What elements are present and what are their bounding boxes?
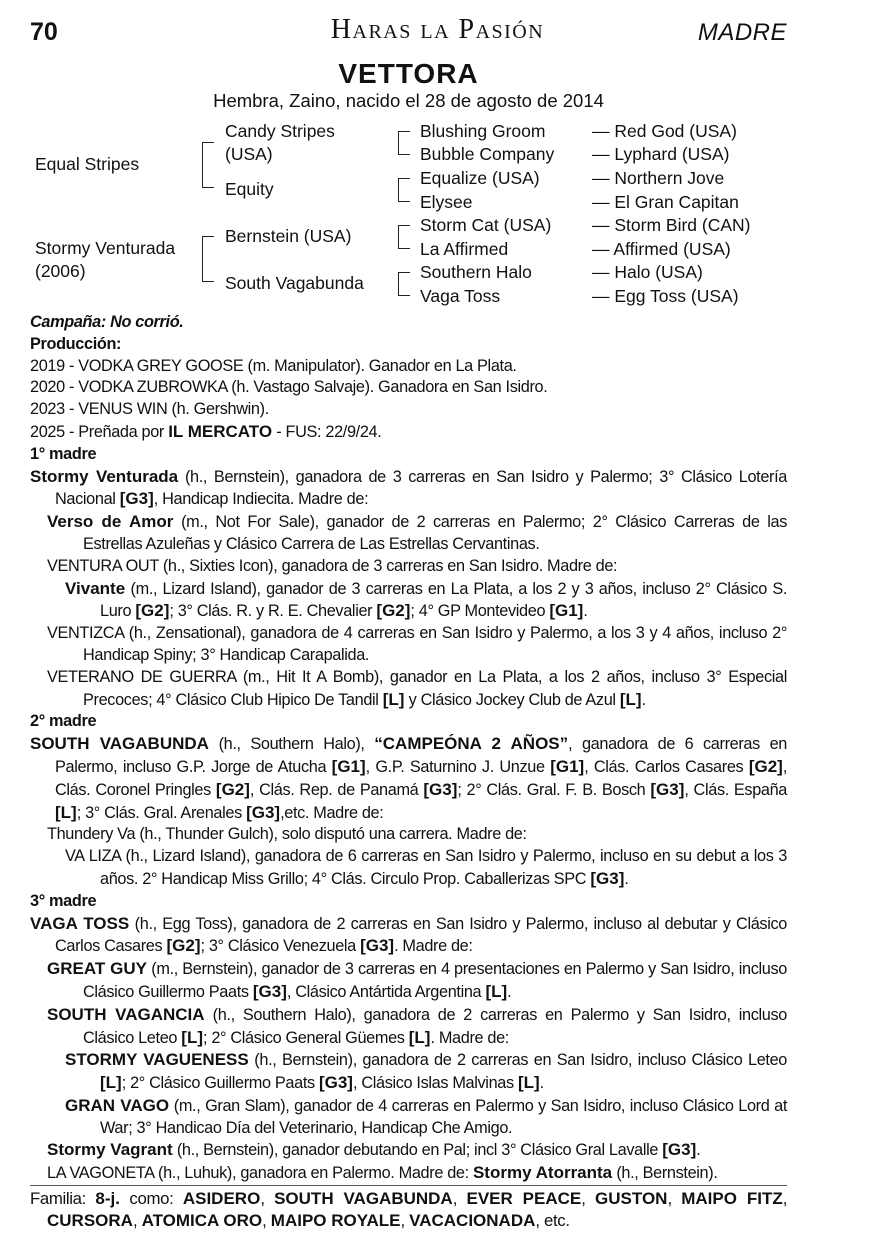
pedigree-gen4-2: — Lyphard (USA) [592,144,730,164]
pedigree-gen3-5: Storm Cat (USA) [420,215,552,235]
catalog-body [30,312,787,1232]
produce-entry: SOUTH VAGANCIA (h., Southern Halo), ganadora de 2 carreras en Palermo y San Isidro, incluso Clásico Leteo [L]; 2° Clásico General Güemes [L]. Madre de: [47,1004,787,1047]
pedigree-gen2-4: South Vagabunda [225,273,364,293]
produce-entry: GRAN VAGO (m., Gran Slam), ganador de 4 carreras en Palermo y San Isidro, incluso Clásico Lord at War; 3° Handicao Día del Veterinario, Handicap Che Amigo. [65,1095,788,1137]
pedigree-gen3-3: Equalize (USA) [420,168,540,188]
family-line: Familia: 8-j. como: ASIDERO, SOUTH VAGABUNDA, EVER PEACE, GUSTON, MAIPO FITZ, CURSORA, ATOMICA ORO, MAIPO ROYALE, VACACIONADA, etc. [30,1185,787,1232]
pedigree-gen4-6: — Affirmed (USA) [592,239,731,259]
production-item: 2019 - VODKA GREY GOOSE (m. Manipulator). Ganador en La Plata. [30,356,517,375]
second-dam-label: 2° madre [30,712,97,731]
pedigree-gen4-4: — El Gran Capitan [592,192,739,212]
pedigree-gen3-6: La Affirmed [420,239,509,259]
pedigree-gen2-1b: (USA) [225,144,273,164]
pedigree-gen4-1: — Red God (USA) [592,121,737,141]
pedigree-gen4-8: — Egg Toss (USA) [592,286,739,306]
pedigree-dam: Stormy Venturada [35,238,176,258]
produce-entry: Thundery Va (h., Thunder Gulch), solo disputó una carrera. Madre de: [47,825,527,844]
produce-entry: VENTURA OUT (h., Sixties Icon), ganadora de 3 carreras en San Isidro. Madre de: [47,556,618,575]
campaign-label: Campaña: No corrió. [30,313,184,331]
pedigree-dam-year: (2006) [35,261,86,281]
produce-entry: Verso de Amor (m., Not For Sale), ganador de 2 carreras en Palermo; 2° Clásico Carreras de las Estrellas Azuleñas y Clásico Carrera de Las Estrellas Cervantinas. [47,512,787,553]
section-label: MADRE [697,19,787,46]
pedigree-gen3-8: Vaga Toss [420,286,501,306]
production-label: Producción: [30,334,122,353]
production-item: 2025 - Preñada por IL MERCATO - FUS: 22/9/24. [30,421,382,441]
pedigree-gen2-3: Bernstein (USA) [225,226,352,246]
produce-entry: VENTIZCA (h., Zensational), ganadora de 4 carreras en San Isidro y Palermo, a los 3 y 4 años, incluso 2° Handicap Spiny; 3° Handicap Carapalida. [47,624,787,664]
pedigree-gen2-2: Equity [225,179,274,199]
pedigree-gen3-2: Bubble Company [420,144,555,164]
pedigree-gen4-7: — Halo (USA) [592,262,703,282]
pedigree-gen2-1: Candy Stripes [225,121,335,141]
production-item: 2023 - VENUS WIN (h. Gershwin). [30,400,269,419]
production-item: 2020 - VODKA ZUBROWKA (h. Vastago Salvaje). Ganadora en San Isidro. [30,378,548,397]
pedigree-gen3-1: Blushing Groom [420,121,546,141]
first-dam-entry: Stormy Venturada (h., Bernstein), ganadora de 3 carreras en San Isidro y Palermo; 3° Clásico Lotería Nacional [G3], Handicap Indiecita. Madre de: [30,466,787,509]
pedigree-gen4-3: — Northern Jove [592,168,725,188]
produce-entry: LA VAGONETA (h., Luhuk), ganadora en Palermo. Madre de: Stormy Atorranta (h., Bernstein). [47,1163,718,1183]
produce-entry: VA LIZA (h., Lizard Island), ganadora de 6 carreras en San Isidro y Palermo, incluso en su debut a los 3 años. 2° Handicap Miss Grillo; 4° Clás. Circulo Prop. Caballerizas SPC [G3]. [65,847,787,888]
horse-name: VETTORA [338,58,479,89]
second-dam-entry: SOUTH VAGABUNDA (h., Southern Halo), “CAMPEÓNA 2 AÑOS”, ganadora de 6 carreras en Palermo, incluso G.P. Jorge de Atucha [G1], G.P. Saturnino J. Unzue [G1], Clás. Carlos Casares [G2], Clás. Coronel Pringles [G2], Clás. Rep. de Panamá [G3]; 2° Clás. Gral. F. B. Bosch [G3], Clás. España [L]; 3° Clás. Gral. Arenales [G3],etc. Madre de: [30,734,788,822]
horse-description: Hembra, Zaino, nacido el 28 de agosto de 2014 [213,90,604,111]
produce-entry: Vivante (m., Lizard Island), ganador de 3 carreras en La Plata, a los 2 y 3 años, incluso 2° Clásico S. Luro [G2]; 3° Clás. R. y R. E. Chevalier [G2]; 4° GP Montevideo [G1]. [65,578,787,621]
produce-entry: Stormy Vagrant (h., Bernstein), ganador debutando en Pal; incl 3° Clásico Gral Lavalle [G3]. [47,1140,701,1160]
third-dam-entry: VAGA TOSS (h., Egg Toss), ganadora de 2 carreras en San Isidro y Palermo, incluso al debutar y Clásico Carlos Casares [G2]; 3° Clásico Venezuela [G3]. Madre de: [30,913,787,956]
page-number: 70 [30,18,58,46]
pedigree-gen4-5: — Storm Bird (CAN) [592,215,751,235]
produce-entry: STORMY VAGUENESS (h., Bernstein), ganadora de 2 carreras en San Isidro, incluso Clásico Leteo [L]; 2° Clásico Guillermo Paats [G3], Clásico Islas Malvinas [L]. [65,1050,787,1093]
pedigree-sire: Equal Stripes [35,154,140,174]
first-dam-label: 1° madre [30,444,97,463]
page-title: Haras la Pasión [330,14,545,45]
third-dam-label: 3° madre [30,891,97,910]
produce-entry: VETERANO DE GUERRA (m., Hit It A Bomb), ganador en La Plata, a los 2 años, incluso 3° Especial Precoces; 4° Clásico Club Hipico De Tandil [L] y Clásico Jockey Club de Azul [L]. [47,667,787,709]
pedigree-gen3-4: Elysee [420,192,473,212]
produce-entry: GREAT GUY (m., Bernstein), ganador de 3 carreras en 4 presentaciones en Palermo y San Isidro, incluso Clásico Guillermo Paats [G3], Clásico Antártida Argentina [L]. [47,959,787,1001]
pedigree-gen3-7: Southern Halo [420,262,532,282]
